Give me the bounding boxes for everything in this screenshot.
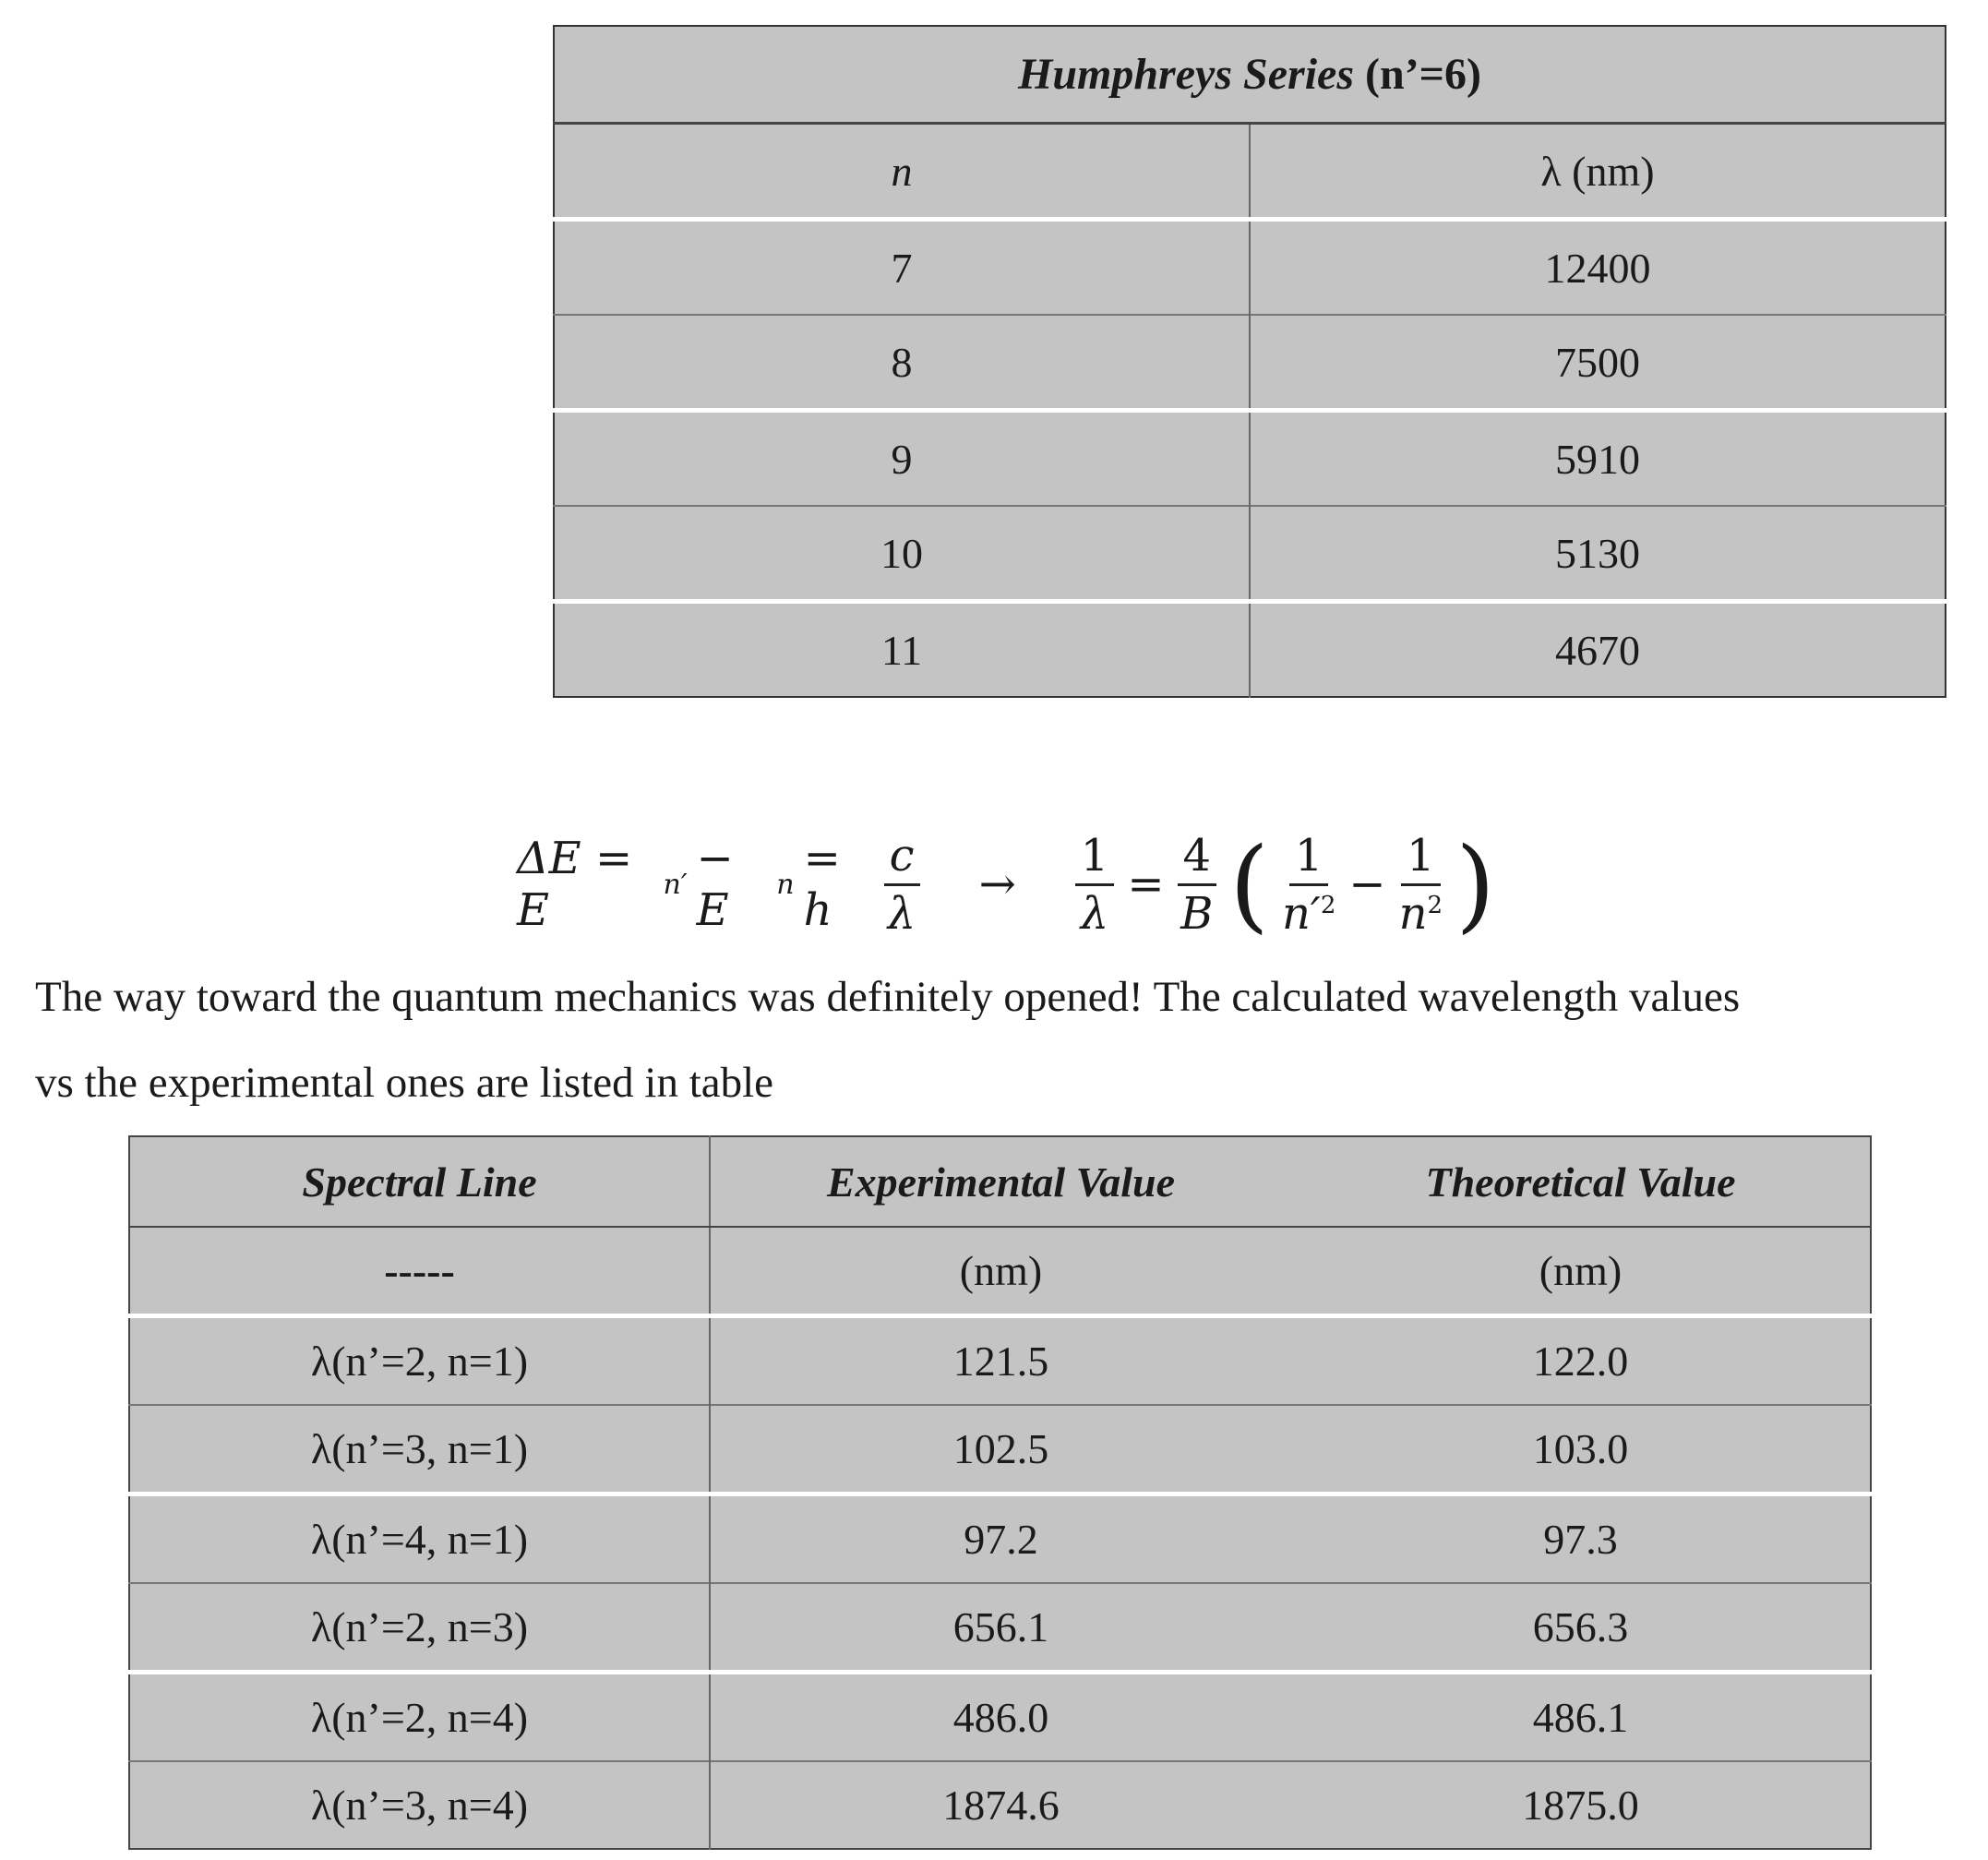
cell: 486.0 xyxy=(710,1673,1291,1762)
fraction-1-lambda: $\frac{1}{\lambda}$ xyxy=(1075,834,1115,936)
column-header: Experimental Value xyxy=(710,1136,1291,1227)
fraction-1-n2: $\frac{1}{n^2}$ xyxy=(1398,829,1443,940)
table-row xyxy=(554,220,1946,316)
column-header-n: n xyxy=(554,124,1250,220)
table-row xyxy=(129,1494,1871,1584)
header-row xyxy=(554,124,1946,220)
cell: 122.0 xyxy=(1291,1316,1871,1406)
cell: 97.2 xyxy=(710,1494,1291,1584)
cell-n: 11 xyxy=(554,602,1250,698)
cell-lambda: 4670 xyxy=(1250,602,1946,698)
formula-part: = xyxy=(1127,858,1165,910)
cell-n: 10 xyxy=(554,506,1250,602)
arrow-icon: → xyxy=(978,858,1016,910)
cell-lambda: 7500 xyxy=(1250,315,1946,411)
cell: λ(n’=2, n=1) xyxy=(129,1316,710,1406)
formula-part: − E xyxy=(696,833,734,936)
cell: 121.5 xyxy=(710,1316,1291,1406)
cell: λ(n’=2, n=3) xyxy=(129,1583,710,1673)
header-row xyxy=(129,1136,1871,1227)
cell-lambda: 5910 xyxy=(1250,411,1946,507)
cell-n: 8 xyxy=(554,315,1250,411)
cell: 1874.6 xyxy=(710,1761,1291,1849)
column-header-lambda: λ (nm) xyxy=(1540,147,1655,195)
humphreys-series-table xyxy=(553,25,1946,698)
fraction-1-nprime2: $\frac{1}{n'^2}$ xyxy=(1282,829,1336,940)
cell: λ(n’=4, n=1) xyxy=(129,1494,710,1584)
cell: 656.3 xyxy=(1291,1583,1871,1673)
table-row xyxy=(554,411,1946,507)
cell: 486.1 xyxy=(1291,1673,1871,1762)
formula-part: ΔE = E xyxy=(517,833,633,936)
cell: 102.5 xyxy=(710,1405,1291,1494)
formula-part: n′ xyxy=(663,868,688,901)
cell: (nm) xyxy=(1539,1247,1623,1294)
formula-part: ( xyxy=(1229,825,1270,943)
formula-part: ) xyxy=(1455,825,1495,943)
formula-part: n xyxy=(776,868,795,901)
formula-part: = h xyxy=(803,833,841,936)
cell-n: 9 xyxy=(554,411,1250,507)
column-header: Theoretical Value xyxy=(1291,1136,1871,1227)
cell-n: 7 xyxy=(554,220,1250,316)
cell: λ(n’=3, n=1) xyxy=(129,1405,710,1494)
cell: 1875.0 xyxy=(1291,1761,1871,1849)
cell: 103.0 xyxy=(1291,1405,1871,1494)
cell-lambda: 5130 xyxy=(1250,506,1946,602)
table-row xyxy=(129,1405,1871,1494)
cell: 656.1 xyxy=(710,1583,1291,1673)
fraction-4-B: $\frac{4}{B}$ xyxy=(1178,834,1217,936)
wavelength-comparison-table xyxy=(128,1135,1872,1850)
units-row xyxy=(129,1227,1871,1316)
cell: λ(n’=2, n=4) xyxy=(129,1673,710,1762)
table-row xyxy=(129,1583,1871,1673)
rydberg-formula xyxy=(517,824,1495,944)
cell: (nm) xyxy=(959,1247,1043,1294)
paragraph-line-1: The way toward the quantum mechanics was definitely opened! The calculated wavelength values xyxy=(35,973,1741,1021)
column-header: Spectral Line xyxy=(129,1136,710,1227)
table-row xyxy=(554,315,1946,411)
fraction-c-lambda: $\frac{c}{\lambda}$ xyxy=(884,834,920,936)
cell-lambda: 12400 xyxy=(1250,220,1946,316)
cell: ----- xyxy=(129,1227,710,1316)
paragraph-line-2: vs the experimental ones are listed in table xyxy=(35,1059,774,1107)
cell: λ(n’=3, n=4) xyxy=(129,1761,710,1849)
table-row xyxy=(129,1316,1871,1406)
table-title: Humphreys Series (n’=6) xyxy=(554,26,1946,124)
formula-part: − xyxy=(1348,858,1386,910)
table-row xyxy=(129,1673,1871,1762)
table-row xyxy=(554,506,1946,602)
table-row xyxy=(129,1761,1871,1849)
table-row xyxy=(554,602,1946,698)
cell: 97.3 xyxy=(1291,1494,1871,1584)
